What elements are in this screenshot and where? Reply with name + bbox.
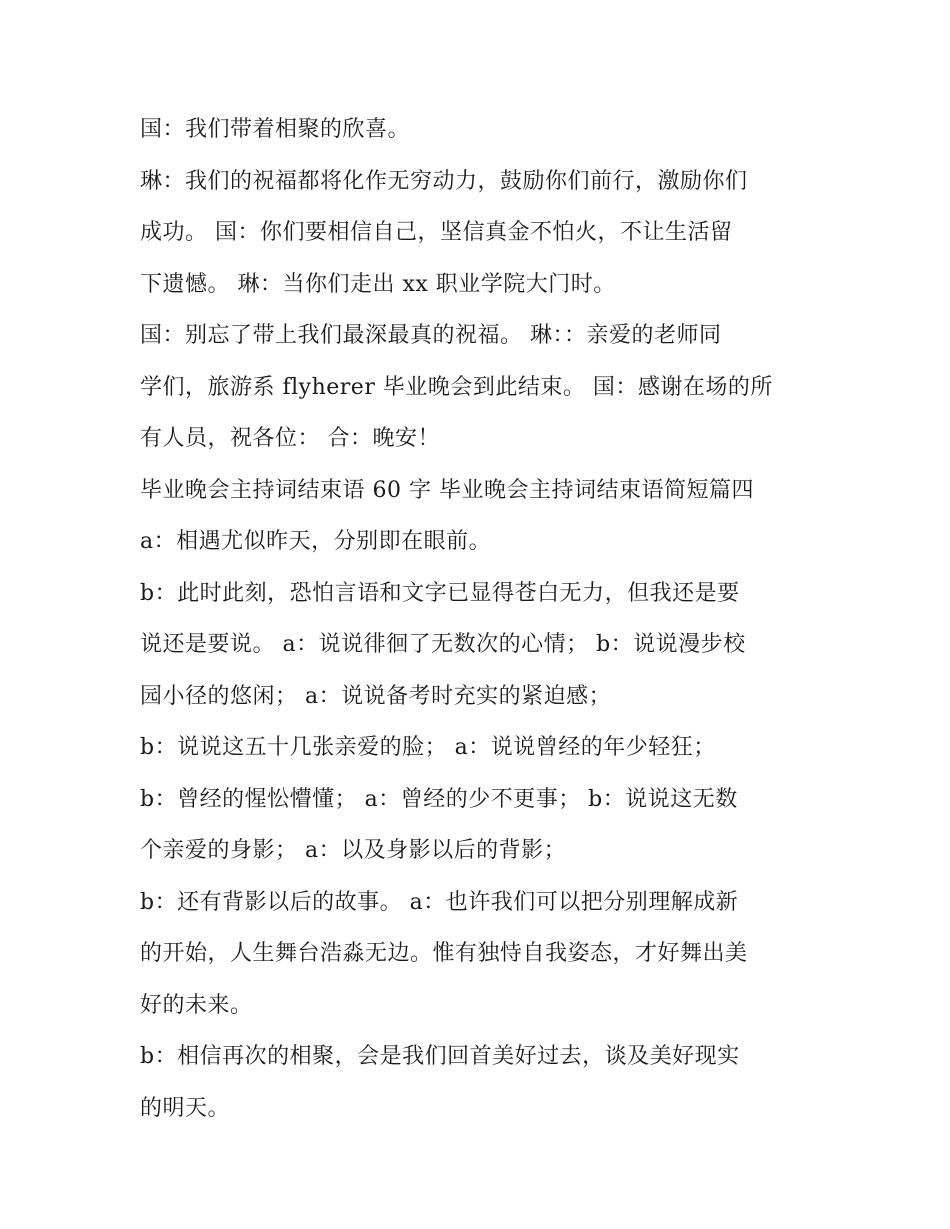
- text-line: 有人员，祝各位： 合：晚安！: [140, 426, 440, 451]
- text-line: 好的未来。: [140, 992, 253, 1018]
- text-line: 的明天。: [140, 1095, 231, 1121]
- text-line: 琳：我们的祝福都将化作无穷动力，鼓励你们前行，激励你们: [140, 168, 748, 194]
- text-line: 成功。 国：你们要相信自己，坚信真金不怕火，不让生活留: [140, 220, 733, 245]
- text-line: 学们，旅游系 flyherer 毕业晚会到此结束。 国：感谢在场的所: [140, 374, 773, 400]
- text-line: 国：别忘了带上我们最深最真的祝福。 琳：：亲爱的老师同: [140, 323, 722, 348]
- text-line: 国：我们带着相聚的欣喜。: [140, 117, 411, 142]
- text-line: b：此时此刻，恐怕言语和文字已显得苍白无力，但我还是要: [140, 580, 740, 606]
- text-line: b：曾经的惺忪懵懂； a：曾经的少不更事； b：说说这无数: [140, 786, 738, 812]
- text-line: 下遗憾。 琳：当你们走出 xx 职业学院大门时。: [140, 271, 616, 297]
- document-text: [140, 104, 820, 1134]
- text-line: a：相遇尤似昨天，分别即在眼前。: [140, 529, 492, 554]
- text-line: 说还是要说。 a：说说徘徊了无数次的心情； b：说说漫步校: [140, 632, 746, 657]
- text-line: 的开始，人生舞台浩淼无边。惟有独恃自我姿态，才好舞出美: [140, 941, 748, 966]
- text-line: b：相信再次的相聚，会是我们回首美好过去，谈及美好现实: [140, 1044, 740, 1069]
- text-line: b：还有背影以后的故事。 a：也许我们可以把分别理解成新: [140, 889, 739, 915]
- text-line: b：说说这五十几张亲爱的脸； a：说说曾经的年少轻狂；: [140, 735, 716, 760]
- text-line: 个亲爱的身影； a：以及身影以后的背影；: [140, 838, 567, 863]
- text-line: 园小径的悠闲； a：说说备考时充实的紧迫感；: [140, 683, 612, 709]
- section-heading: 毕业晚会主持词结束语 60 字 毕业晚会主持词结束语简短篇四: [140, 477, 754, 503]
